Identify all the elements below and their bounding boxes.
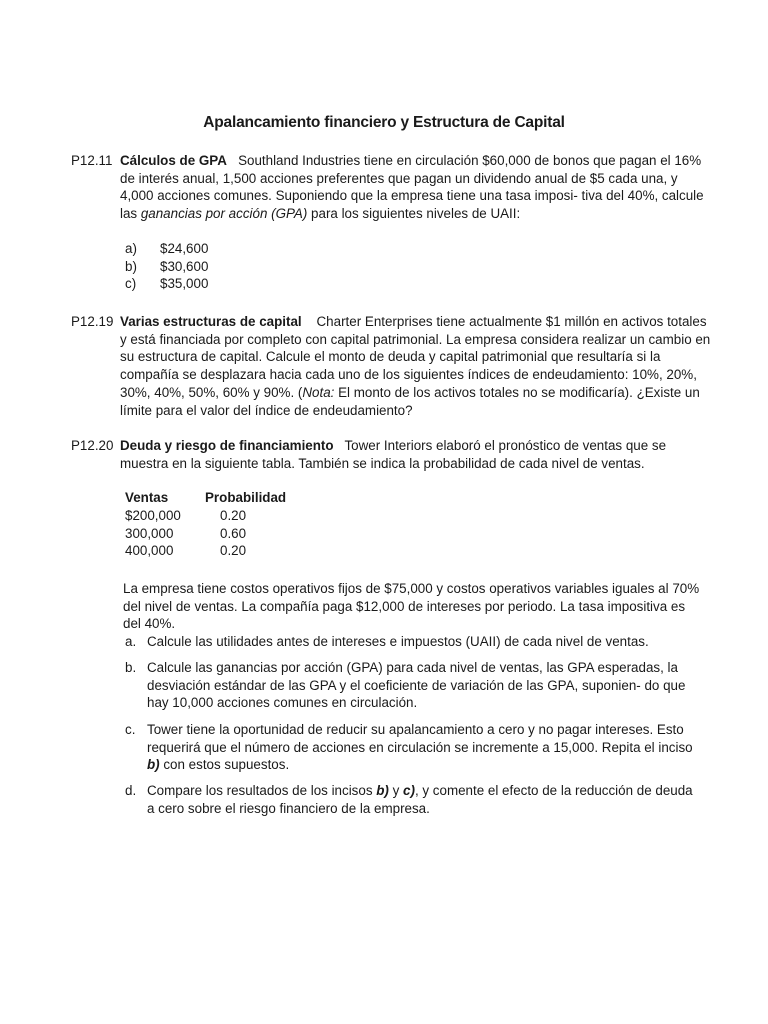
problem-emphasis: Nota: — [302, 384, 335, 400]
item-text: y — [388, 783, 404, 798]
list-item-label: a) — [125, 241, 137, 256]
cell-ventas: 400,000 — [125, 543, 174, 559]
list-item-label: c) — [125, 276, 137, 292]
problem-number: P12.19 — [71, 314, 114, 329]
table-row — [125, 507, 325, 525]
list-item — [125, 633, 700, 651]
item-text: Compare los resultados de los incisos — [147, 783, 377, 798]
problem-text: Southland Industries tiene en circulación $60,000 de bonos que pagan el 16% de interés anual, 1,500 acciones preferentes que pagan un dividendo anual de $5 cada una, y 4,000 acciones comunes. Suponiendo que la empresa tiene una tasa imposi- tiva del 40%, calcule las — [120, 153, 704, 222]
problem-text: para los siguientes niveles de UAII: — [307, 206, 521, 222]
list-item — [125, 782, 700, 817]
column-header-probabilidad: Probabilidad — [205, 490, 287, 505]
list-item-value: $30,600 — [160, 258, 209, 274]
cell-probabilidad: 0.20 — [220, 507, 247, 523]
sales-probability-table — [125, 489, 325, 560]
list-item-label: d. — [125, 783, 137, 798]
list-item-value: $35,000 — [160, 276, 209, 292]
problem-heading: Cálculos de GPA — [120, 153, 227, 168]
table-header-row — [125, 489, 325, 507]
item-emphasis: b) — [376, 783, 389, 798]
item-emphasis: c) — [403, 783, 415, 798]
list-item-text: Calcule las ganancias por acción (GPA) para cada nivel de ventas, las GPA esperadas, la desviación estándar de las GPA y el coeficiente de variación de las GPA, suponien- do que hay 10,000 acciones comunes en circulación. — [147, 660, 686, 711]
item-emphasis: b) — [147, 757, 160, 773]
item-text: con estos supuestos. — [159, 757, 290, 773]
list-item-label: b) — [125, 258, 137, 274]
cell-ventas: 300,000 — [125, 525, 174, 541]
cell-probabilidad: 0.60 — [220, 525, 247, 541]
list-item-label: a. — [125, 634, 137, 649]
list-item-value: $24,600 — [160, 241, 209, 256]
problem-body — [120, 437, 711, 472]
list-item-label: b. — [125, 660, 137, 675]
cost-paragraph: La empresa tiene costos operativos fijos de $75,000 y costos operativos variables iguales al 70% del nivel de ventas. La compañía paga $12,000 de intereses por periodo. La tasa impositiva es del 40%. — [123, 581, 700, 632]
table-row — [125, 525, 325, 543]
list-item-label: c. — [125, 722, 136, 737]
list-item — [125, 659, 700, 712]
problem-number: P12.11 — [71, 153, 113, 168]
list-item-text — [147, 721, 700, 774]
problem-heading: Varias estructuras de capital — [120, 314, 302, 329]
problem-body — [120, 152, 711, 223]
problem-text: Charter Enterprises tiene actualmente $1 millón en activos totales y está financiada por completo con capital patrimonial. La empresa considera realizar un cambio en su estructura de capital. Calcule el monto de deuda y capital patrimonial que resultaría si la compañía se desplazara hacia cada uno de los siguientes índices de endeudamiento: 10%, 20%, 30%, 40%, 50%, 60% y 90%. ( — [120, 314, 711, 400]
item-text: , y comente el efecto de la reducción de deuda a cero sobre el riesgo financiero de la empresa. — [147, 783, 693, 816]
problem-p12-19 — [71, 313, 711, 419]
page-title: Apalancamiento financiero y Estructura de Capital — [203, 114, 565, 131]
list-item-text — [147, 782, 700, 817]
problem-p12-20 — [71, 437, 711, 472]
cell-probabilidad: 0.20 — [220, 543, 247, 559]
table-row — [125, 542, 325, 560]
problem-text: El monto de los activos totales no se modificaría). ¿Existe un límite para el valor del índice de endeudamiento? — [120, 384, 700, 418]
column-header-ventas: Ventas — [125, 490, 169, 505]
cell-ventas: $200,000 — [125, 507, 181, 523]
problem-number: P12.20 — [71, 438, 114, 453]
problem-heading: Deuda y riesgo de financiamiento — [120, 438, 334, 453]
list-item — [125, 721, 700, 774]
list-item-text: Calcule las utilidades antes de intereses e impuestos (UAII) de cada nivel de ventas. — [147, 634, 649, 649]
problem-p12-11 — [71, 152, 711, 223]
problem-text: Tower Interiors elaboró el pronóstico de ventas que se muestra en la siguiente tabla. También se indica la probabilidad de cada nivel de ventas. — [120, 438, 667, 471]
item-text: Tower tiene la oportunidad de reducir su apalancamiento a cero y no pagar intereses. Esto requerirá que el número de acciones en circulación se incremente a 15,000. Repita el inciso — [147, 722, 693, 755]
problem-body — [120, 313, 711, 419]
problem-emphasis: ganancias por acción (GPA) — [140, 206, 308, 222]
